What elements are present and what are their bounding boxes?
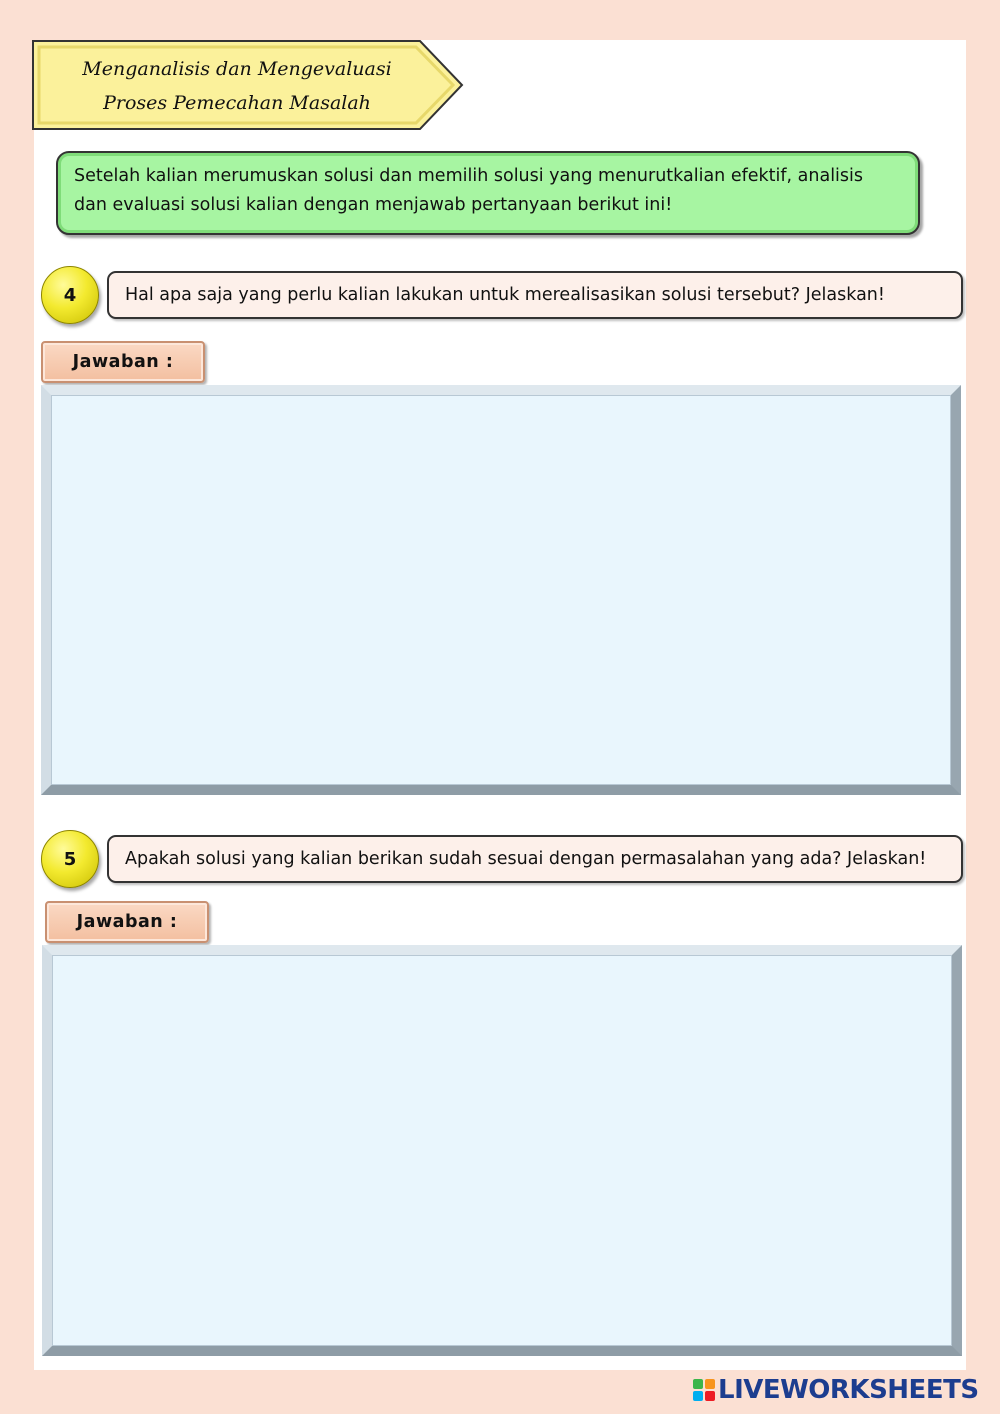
answer-input-4[interactable] xyxy=(51,395,951,785)
instruction-line-2: dan evaluasi solusi kalian dengan menjawab pertanyaan berikut ini! xyxy=(74,195,673,215)
question-number-badge: 4 xyxy=(41,266,99,324)
title-line-1: Menganalisis dan Mengevaluasi xyxy=(82,58,392,80)
instruction-line-1: Setelah kalian merumuskan solusi dan memilih solusi yang menurutkalian efektif, analisis xyxy=(74,166,864,186)
title-line-2: Proses Pemecahan Masalah xyxy=(103,92,371,114)
answer-area-4[interactable] xyxy=(41,385,961,795)
answer-label-5: Jawaban : xyxy=(45,901,209,943)
liveworksheets-logo-icon xyxy=(693,1379,715,1401)
answer-label-4: Jawaban : xyxy=(41,341,205,383)
question-number-badge: 5 xyxy=(41,830,99,888)
page-title xyxy=(32,52,442,120)
answer-area-5[interactable] xyxy=(42,945,962,1356)
liveworksheets-logo xyxy=(693,1374,979,1406)
instruction-box xyxy=(56,151,920,235)
question-5-prompt: Apakah solusi yang kalian berikan sudah sesuai dengan permasalahan yang ada? Jelaskan! xyxy=(107,835,963,883)
answer-input-5[interactable] xyxy=(52,955,952,1346)
question-4-prompt: Hal apa saja yang perlu kalian lakukan untuk merealisasikan solusi tersebut? Jelaskan! xyxy=(107,271,963,319)
logo-text: LIVEWORKSHEETS xyxy=(718,1375,979,1405)
title-banner xyxy=(32,40,464,130)
